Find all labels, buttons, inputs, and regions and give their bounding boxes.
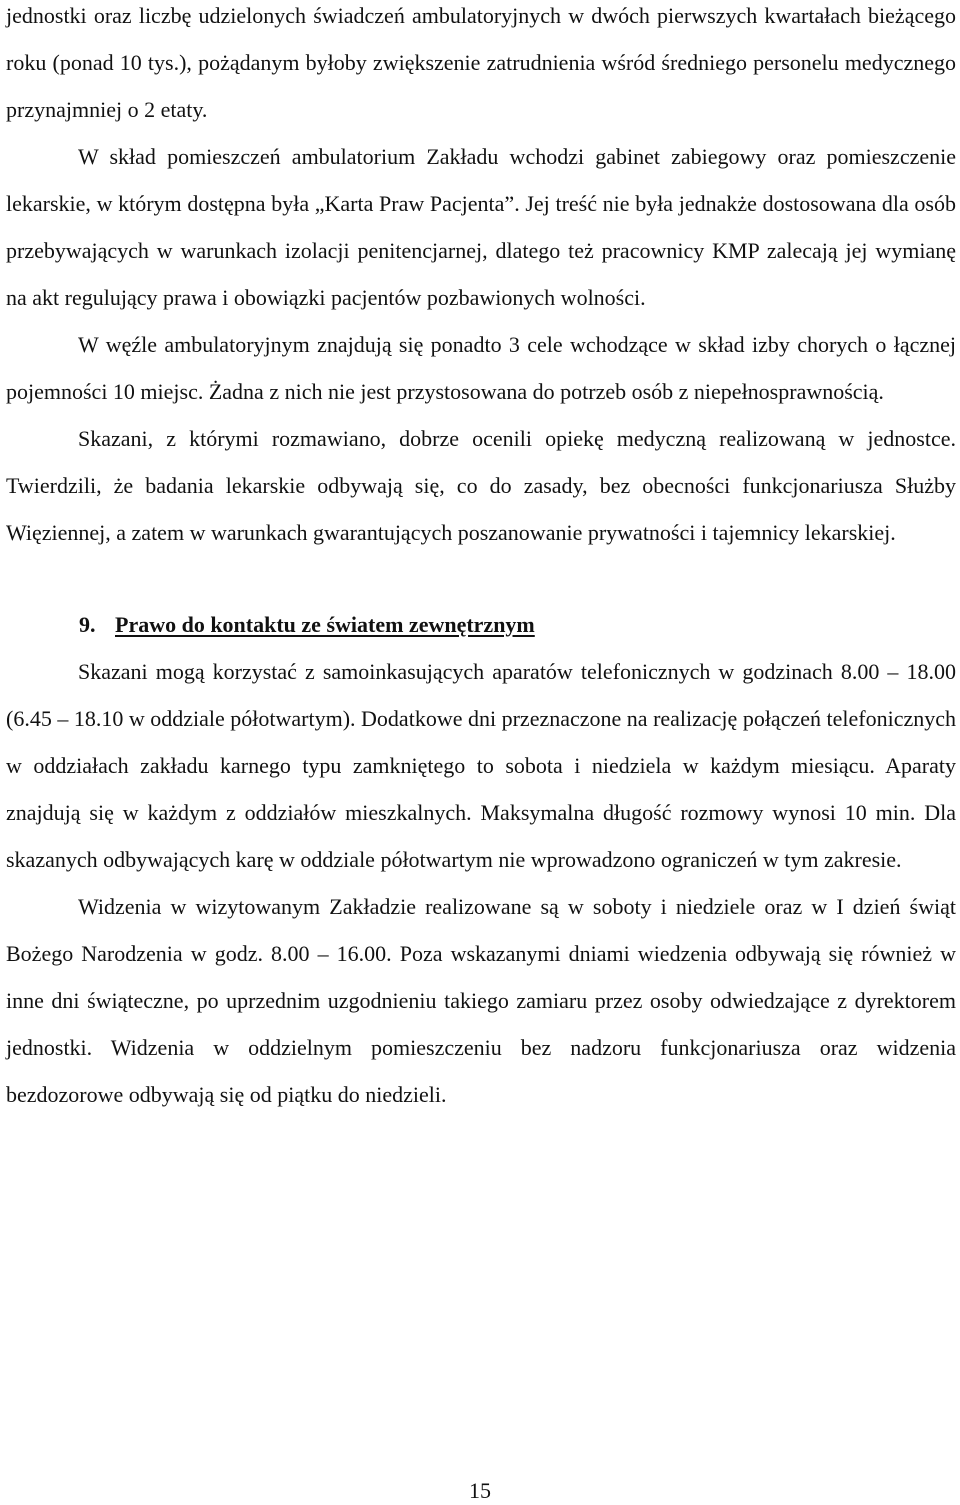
page-number: 15 xyxy=(469,1478,491,1503)
paragraph-continuation: jednostki oraz liczbę udzielonych świadczeń ambulatoryjnych w dwóch pierwszych kwartałach bieżącego roku (ponad 10 tys.), pożądanym byłoby zwiększenie zatrudnienia wśród średniego personelu medycznego przynajmniej o 2 etaty. xyxy=(6,3,956,122)
paragraph-telefony: Skazani mogą korzystać z samoinkasujących aparatów telefonicznych w godzinach 8.00 – 18.00 (6.45 – 18.10 w oddziale półotwartym). Dodatkowe dni przeznaczone na realizację połączeń telefonicznych w oddziałach zakładu karnego typu zamkniętego to sobota i niedziela w każdym miesiącu. Aparaty znajdują się w każdym z oddziałów mieszkalnych. Maksymalna długość rozmowy wynosi 10 min. Dla skazanych odbywających karę w oddziale półotwartym nie wprowadzono ograniczeń w tym zakresie. xyxy=(6,659,956,872)
section-heading xyxy=(6,601,956,648)
paragraph-opieka-medyczna: Skazani, z którymi rozmawiano, dobrze ocenili opiekę medyczną realizowaną w jednostce. Twierdzili, że badania lekarskie odbywają się, co do zasady, bez obecności funkcjonariusza Służby Więziennej, a zatem w warunkach gwarantujących poszanowanie prywatności i tajemnicy lekarskiej. xyxy=(6,426,956,545)
paragraph-widzenia: Widzenia w wizytowanym Zakładzie realizowane są w soboty i niedziele oraz w I dzień świąt Bożego Narodzenia w godz. 8.00 – 16.00. Poza wskazanymi dniami wiedzenia odbywają się również w inne dni świąteczne, po uprzednim uzgodnieniu takiego zamiaru przez osoby odwiedzające z dyrektorem jednostki. Widzenia w oddzielnym pomieszczeniu bez nadzoru funkcjonariusza oraz widzenia bezdozorowe odbywają się od piątku do niedzieli. xyxy=(6,894,956,1107)
section-title: Prawo do kontaktu ze światem zewnętrznym xyxy=(115,612,535,637)
paragraph-izba-chorych: W węźle ambulatoryjnym znajdują się ponadto 3 cele wchodzące w skład izby chorych o łącznej pojemności 10 miejsc. Żadna z nich nie jest przystosowana do potrzeb osób z niepełnosprawnością. xyxy=(6,332,956,404)
paragraph-ambulatorium: W skład pomieszczeń ambulatorium Zakładu wchodzi gabinet zabiegowy oraz pomieszczenie lekarskie, w którym dostępna była „Karta Praw Pacjenta”. Jej treść nie była jednakże dostosowana dla osób przebywających w warunkach izolacji penitencjarnej, dlatego też pracownicy KMP zalecają jej wymianę na akt regulujący prawa i obowiązki pacjentów pozbawionych wolności. xyxy=(6,144,956,310)
section-number: 9. xyxy=(79,612,96,637)
document-page xyxy=(6,0,956,1118)
